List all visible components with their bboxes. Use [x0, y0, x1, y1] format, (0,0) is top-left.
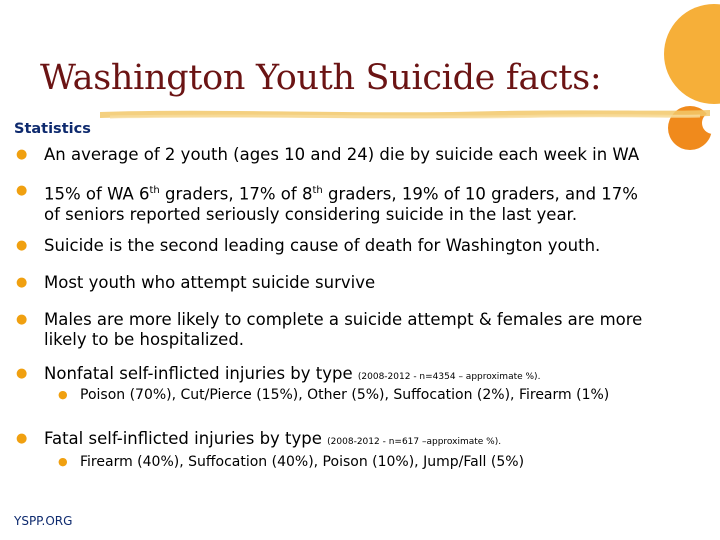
bullet-note: (2008-2012 - n=617 –approximate %). — [327, 437, 502, 447]
section-label: Statistics — [14, 121, 91, 137]
bullet-line: likely to be hospitalized. — [44, 330, 245, 349]
bullet-line — [44, 181, 704, 205]
superscript: th — [312, 185, 323, 196]
bullet-text — [44, 364, 704, 387]
bullet-dot: ● — [16, 366, 28, 381]
footer-link[interactable]: YSPP.ORG — [14, 514, 73, 528]
sub-bullet-text: Firearm (40%), Suffocation (40%), Poison (10%), Jump/Fall (5%) — [80, 454, 525, 470]
sub-bullet-text: Poison (70%), Cut/Pierce (15%), Other (5%), Suffocation (2%), Firearm (1%) — [80, 387, 610, 403]
bullet-dot: ● — [16, 147, 28, 162]
bullet-dot: ● — [16, 275, 28, 290]
bullet-text: An average of 2 youth (ages 10 and 24) die by suicide each week in WA — [44, 145, 640, 164]
bullet-dot: ● — [58, 388, 68, 401]
bullet-fragment: Nonfatal self-inflicted injuries by type — [44, 364, 353, 383]
bullet-dot: ● — [16, 238, 28, 253]
bullet-fragment: graders, 17% of 8 — [159, 184, 313, 204]
bullet-text: Most youth who attempt suicide survive — [44, 273, 376, 292]
superscript: th — [149, 185, 160, 196]
bullet-text — [44, 181, 704, 225]
bullet-line: of seniors reported seriously considering suicide in the last year. — [44, 204, 578, 224]
bullet-dot: ● — [16, 431, 28, 446]
bullet-dot: ● — [58, 455, 68, 468]
bullet-fragment: graders, 19% of 10 graders, and 17% — [322, 184, 638, 204]
bullet-line: Males are more likely to complete a suicide attempt & females are more — [44, 310, 643, 329]
slide-title: Washington Youth Suicide facts: — [40, 58, 602, 98]
bullet-text: Suicide is the second leading cause of death for Washington youth. — [44, 236, 601, 255]
title-underline — [100, 108, 710, 122]
bullet-note: (2008-2012 - n=4354 – approximate %). — [357, 372, 541, 382]
bullet-dot: ● — [16, 183, 28, 198]
bullet-fragment: Fatal self-inflicted injuries by type — [44, 429, 322, 448]
bullet-fragment: 15% of WA 6 — [44, 184, 150, 204]
bullet-text — [44, 429, 704, 452]
bullet-text — [44, 310, 704, 350]
bullet-dot: ● — [16, 312, 28, 327]
